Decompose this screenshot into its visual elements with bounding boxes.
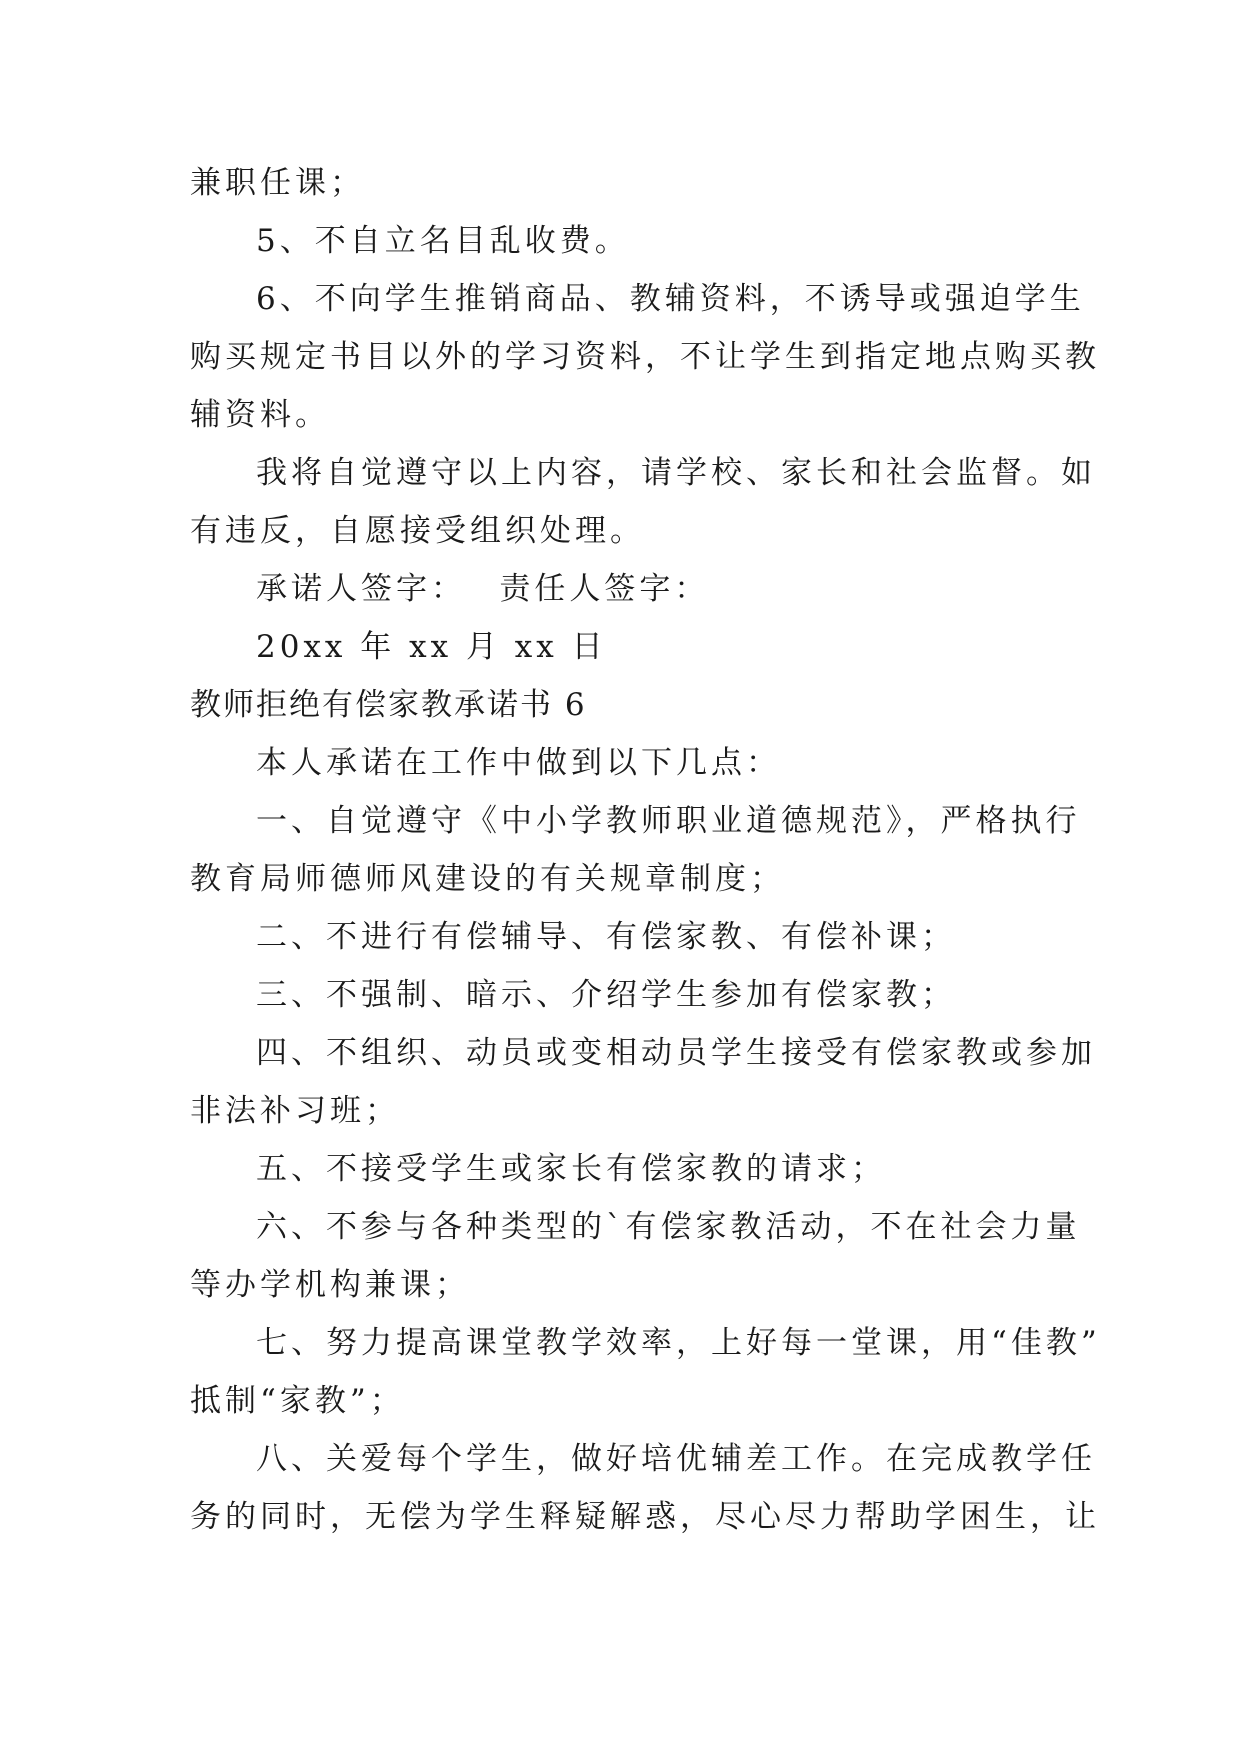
section-title: 教师拒绝有偿家教承诺书 6 — [190, 687, 587, 723]
text-line: 购买规定书目以外的学习资料，不让学生到指定地点购买教 — [190, 339, 1100, 375]
text-line: 务的同时，无偿为学生释疑解惑，尽心尽力帮助学困生，让 — [190, 1499, 1100, 1535]
text-line: 二、不进行有偿辅导、有偿家教、有偿补课； — [256, 919, 956, 955]
text-line: 兼职任课； — [190, 165, 365, 201]
date-line: 20xx 年 xx 月 xx 日 — [256, 629, 607, 665]
text-line: 我将自觉遵守以上内容，请学校、家长和社会监督。如 — [256, 455, 1096, 491]
text-line: 五、不接受学生或家长有偿家教的请求； — [256, 1151, 886, 1187]
text-line: 5、不自立名目乱收费。 — [256, 223, 630, 259]
text-line: 六、不参与各种类型的`有偿家教活动，不在社会力量 — [256, 1209, 1081, 1245]
text-line: 三、不强制、暗示、介绍学生参加有偿家教； — [256, 977, 956, 1013]
text-line: 本人承诺在工作中做到以下几点： — [256, 745, 781, 781]
text-line: 辅资料。 — [190, 397, 330, 433]
text-line: 一、自觉遵守《中小学教师职业道德规范》，严格执行 — [256, 803, 1081, 839]
document-page — [190, 154, 1101, 1546]
text-line: 四、不组织、动员或变相动员学生接受有偿家教或参加 — [256, 1035, 1096, 1071]
signature-line: 承诺人签字： 责任人签字： — [256, 571, 710, 607]
text-line: 教育局师德师风建设的有关规章制度； — [190, 861, 785, 897]
text-line: 抵制“家教”； — [190, 1383, 405, 1419]
text-line: 七、努力提高课堂教学效率，上好每一堂课，用“佳教” — [256, 1325, 1101, 1361]
text-line: 6、不向学生推销商品、教辅资料，不诱导或强迫学生 — [256, 281, 1085, 317]
text-line: 非法补习班； — [190, 1093, 400, 1129]
text-line: 有违反，自愿接受组织处理。 — [190, 513, 645, 549]
text-line: 等办学机构兼课； — [190, 1267, 470, 1303]
text-line: 八、关爱每个学生，做好培优辅差工作。在完成教学任 — [256, 1441, 1096, 1477]
